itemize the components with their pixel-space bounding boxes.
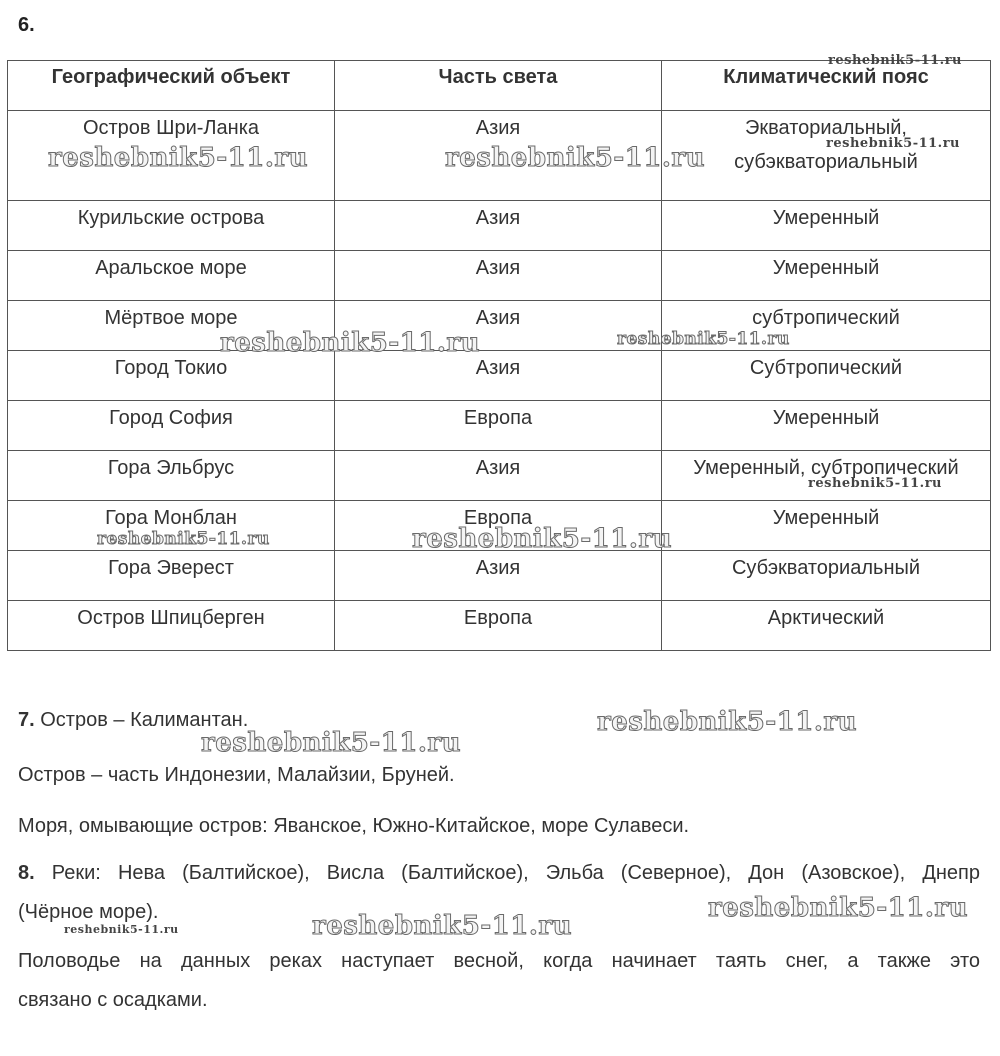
cell-part: Азия bbox=[335, 451, 662, 501]
cell-part: Азия bbox=[335, 111, 662, 201]
header-climate-zone: Климатический пояс bbox=[662, 61, 991, 111]
watermark: reshebnik5-11.ru bbox=[708, 893, 969, 923]
task-8-line-1: 8. Реки: Нева (Балтийское), Висла (Балтийское), Эльба (Северное), Дон (Азовское), Днепр bbox=[18, 862, 980, 884]
watermark: reshebnik5-11.ru bbox=[826, 136, 961, 151]
watermark: reshebnik5-11.ru bbox=[201, 728, 462, 758]
task-8-number: 8. bbox=[18, 862, 35, 884]
cell-climate: Умеренный bbox=[662, 501, 991, 551]
task-8-line-2: (Чёрное море). bbox=[18, 901, 159, 923]
table-row bbox=[8, 351, 991, 401]
cell-part: Азия bbox=[335, 551, 662, 601]
cell-climate: Умеренный bbox=[662, 401, 991, 451]
cell-object: Остров Шпицберген bbox=[8, 601, 335, 651]
table-row bbox=[8, 251, 991, 301]
task-7-number: 7. bbox=[18, 709, 35, 731]
watermark: reshebnik5-11.ru bbox=[412, 524, 673, 554]
cell-climate bbox=[662, 111, 991, 201]
task-7-line-1: 7. Остров – Калимантан. bbox=[18, 709, 249, 731]
cell-object: Гора Эверест bbox=[8, 551, 335, 601]
cell-part: Азия bbox=[335, 251, 662, 301]
table-row bbox=[8, 551, 991, 601]
cell-object: Город София bbox=[8, 401, 335, 451]
cell-object: Аральское море bbox=[8, 251, 335, 301]
cell-object: Город Токио bbox=[8, 351, 335, 401]
cell-part: Европа bbox=[335, 501, 662, 551]
cell-part: Европа bbox=[335, 601, 662, 651]
watermark: reshebnik5-11.ru bbox=[220, 328, 481, 358]
climate-line-2: субэкваториальный bbox=[734, 151, 918, 173]
cell-climate: Субэкваториальный bbox=[662, 551, 991, 601]
watermark: reshebnik5-11.ru bbox=[48, 143, 309, 173]
watermark: reshebnik5-11.ru bbox=[808, 476, 943, 491]
task-6-number: 6. bbox=[18, 14, 35, 36]
cell-climate: Арктический bbox=[662, 601, 991, 651]
table-header-row bbox=[8, 61, 991, 111]
watermark: reshebnik5-11.ru bbox=[312, 911, 573, 941]
table-row bbox=[8, 601, 991, 651]
climate-line-1: Экваториальный, bbox=[745, 117, 907, 139]
cell-object: Курильские острова bbox=[8, 201, 335, 251]
watermark: reshebnik5-11.ru bbox=[97, 529, 270, 549]
cell-object: Остров Шри-Ланка bbox=[8, 111, 335, 201]
cell-climate: Умеренный bbox=[662, 251, 991, 301]
cell-climate: субтропический bbox=[662, 301, 991, 351]
cell-object: Гора Монблан bbox=[8, 501, 335, 551]
watermark: reshebnik5-11.ru bbox=[597, 707, 858, 737]
cell-part: Азия bbox=[335, 301, 662, 351]
watermark: reshebnik5-11.ru bbox=[617, 329, 790, 349]
table-row bbox=[8, 401, 991, 451]
header-object: Географический объект bbox=[8, 61, 335, 111]
cell-climate: Умеренный bbox=[662, 201, 991, 251]
task-8-line-3: Половодье на данных реках наступает весной, когда начинает таять снег, а также это bbox=[18, 950, 980, 972]
cell-climate: Субтропический bbox=[662, 351, 991, 401]
cell-part: Азия bbox=[335, 201, 662, 251]
task-8-line-4: связано с осадками. bbox=[18, 989, 208, 1011]
task-7-line-3: Моря, омывающие остров: Яванское, Южно-Китайское, море Сулавеси. bbox=[18, 815, 690, 837]
watermark: reshebnik5-11.ru bbox=[445, 143, 706, 173]
watermark: reshebnik5-11.ru bbox=[64, 923, 179, 936]
header-part-of-world: Часть света bbox=[335, 61, 662, 111]
cell-part: Азия bbox=[335, 351, 662, 401]
watermark: reshebnik5-11.ru bbox=[828, 53, 963, 68]
cell-object: Гора Эльбрус bbox=[8, 451, 335, 501]
cell-part: Европа bbox=[335, 401, 662, 451]
task-7-line-2: Остров – часть Индонезии, Малайзии, Бруней. bbox=[18, 764, 455, 786]
table-row bbox=[8, 301, 991, 351]
table-row bbox=[8, 201, 991, 251]
cell-climate: Умеренный, субтропический bbox=[662, 451, 991, 501]
cell-object: Мёртвое море bbox=[8, 301, 335, 351]
